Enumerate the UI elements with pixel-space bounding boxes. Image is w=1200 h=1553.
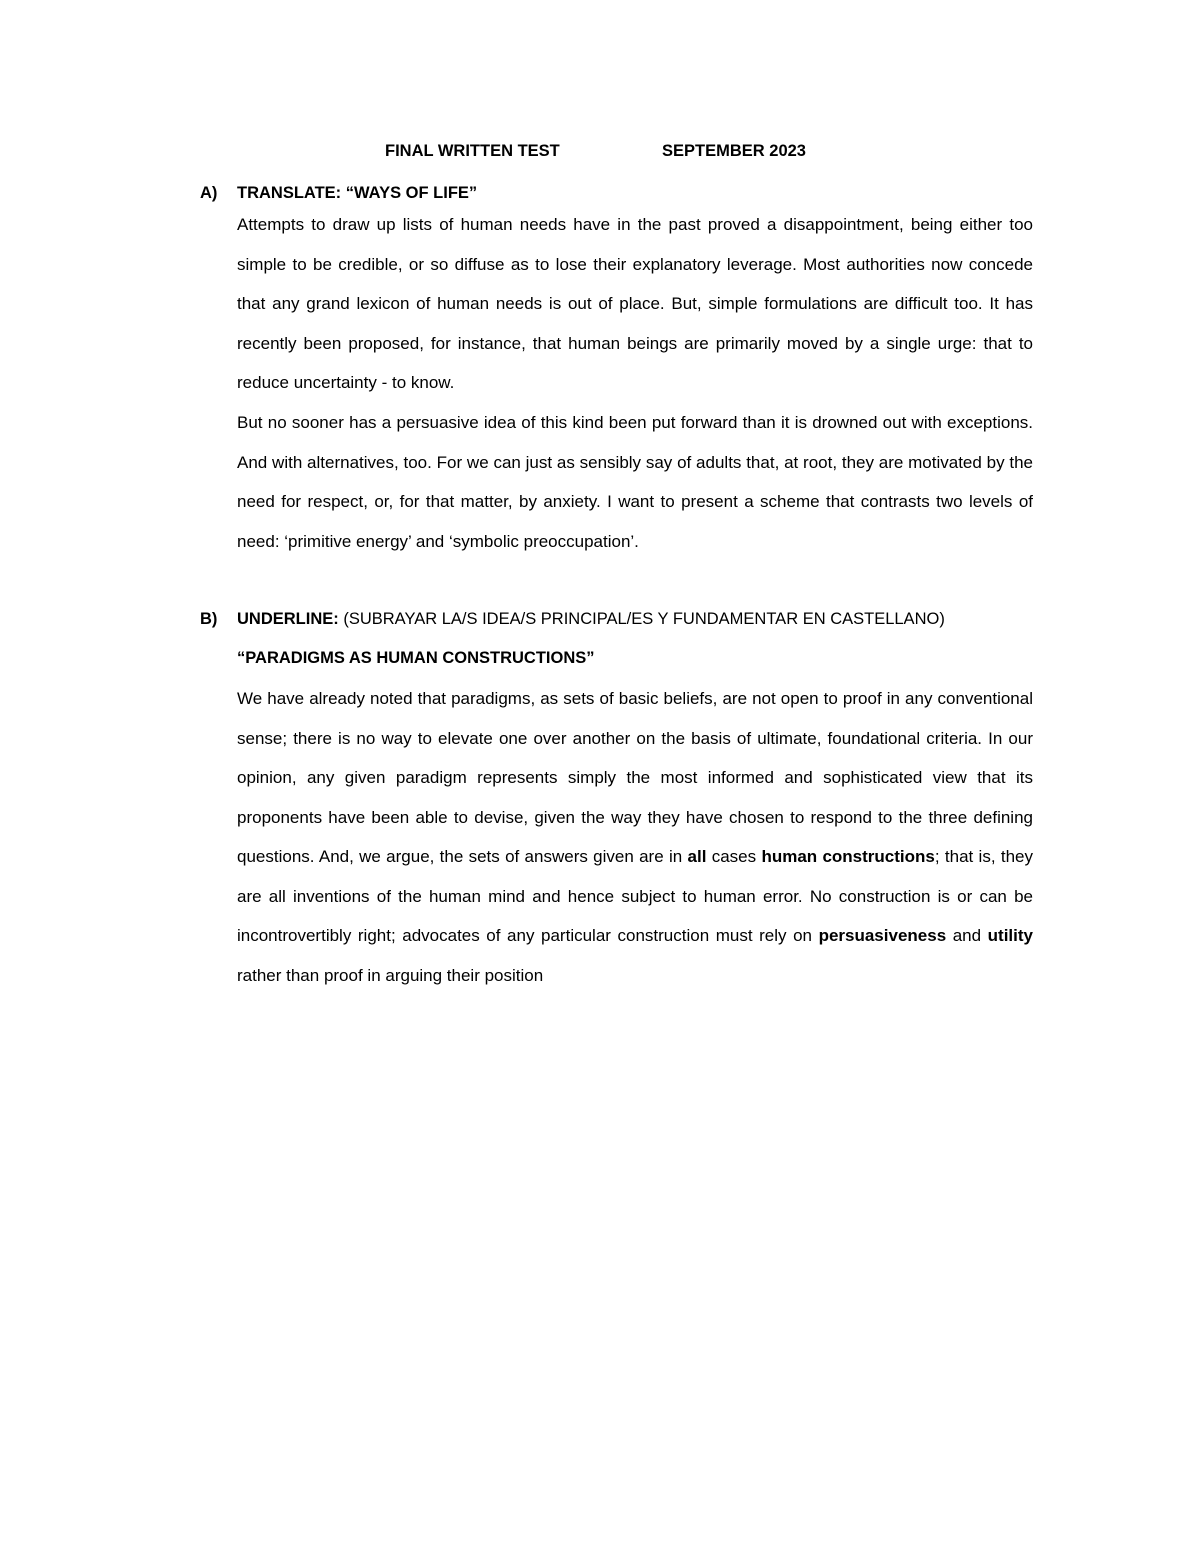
emphasis-all: all: [687, 847, 707, 866]
emphasis-utility: utility: [987, 926, 1033, 945]
section-b-marker: B): [200, 610, 218, 628]
section-a-marker: A): [200, 184, 218, 202]
test-date: SEPTEMBER 2023: [662, 142, 806, 160]
section-b-heading-rest: (SUBRAYAR LA/S IDEA/S PRINCIPAL/ES Y FUNDAMENTAR EN CASTELLANO): [338, 610, 945, 628]
section-b-text-2: cases: [706, 847, 762, 866]
section-b-text-1: We have already noted that paradigms, as sets of basic beliefs, are not open to proof in any conventional sense; there is no way to elevate one over another on the basis of ultimate, foundational criteria. In our opinion, any given paradigm represents simply the most informed and sophisticated view that its proponents have been able to devise, given the way they have chosen to respond to the three defining questions. And, we argue, the sets of answers given are in: [237, 689, 1033, 866]
section-b-paragraph: [237, 679, 1033, 995]
section-a-paragraph-2: But no sooner has a persuasive idea of this kind been put forward than it is drowned out with exceptions. And with alternatives, too. For we can just as sensibly say of adults that, at root, they are motivated by the need for respect, or, for that matter, by anxiety. I want to present a scheme that contrasts two levels of need: ‘primitive energy’ and ‘symbolic preoccupation’.: [237, 413, 1033, 551]
section-b-text-4: and: [946, 926, 988, 945]
section-b-text-3: ; that is, they are all inventions of the human mind and hence subject to human error. No construction is or can be incontrovertibly right; advocates of any particular construction must rely on: [237, 847, 1033, 945]
section-a-paragraph-1: Attempts to draw up lists of human needs have in the past proved a disappointment, being either too simple to be credible, or so diffuse as to lose their explanatory leverage. Most authorities now concede that any grand lexicon of human needs is out of place. But, simple formulations are difficult too. It has recently been proposed, for instance, that human beings are primarily moved by a single urge: that to reduce uncertainty - to know.: [237, 215, 1033, 392]
section-b-text-5: rather than proof in arguing their position: [237, 965, 544, 985]
emphasis-human-constructions: human constructions: [761, 847, 935, 866]
page-header: [0, 142, 1200, 166]
section-b-heading-bold: UNDERLINE:: [237, 610, 339, 628]
section-b-heading: [237, 610, 945, 629]
test-title: FINAL WRITTEN TEST: [385, 142, 560, 160]
emphasis-persuasiveness: persuasiveness: [818, 926, 947, 945]
section-b-subtitle: “PARADIGMS AS HUMAN CONSTRUCTIONS”: [237, 649, 595, 667]
section-a-heading: TRANSLATE: “WAYS OF LIFE”: [237, 184, 478, 202]
